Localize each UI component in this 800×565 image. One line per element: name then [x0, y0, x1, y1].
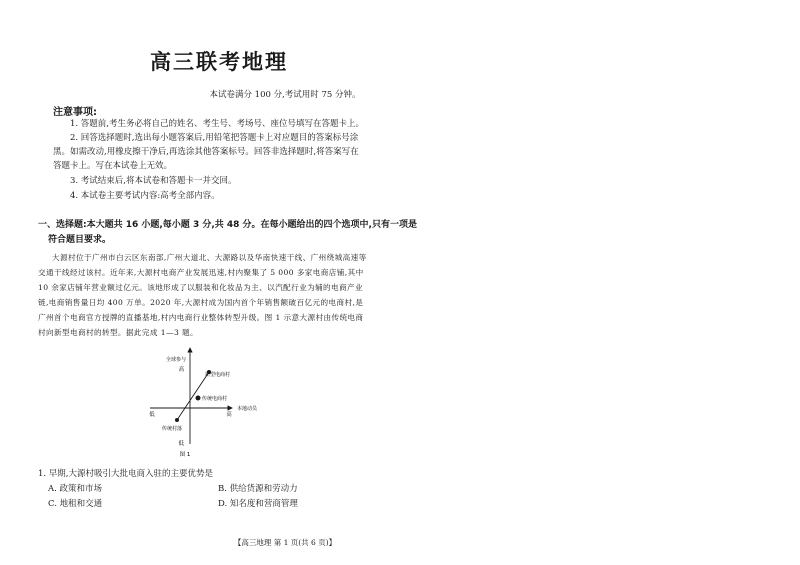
notice-heading: 注意事项: — [53, 107, 97, 118]
point-traditional-ecommerce-village — [196, 396, 201, 401]
passage-line: 交通干线经过该村。近年来,大源村电商产业发展迅速,村内聚集了 5 000 多家电商店铺,其中 — [38, 268, 364, 277]
section-heading: 一、选择题:本大题共 16 小题,每小题 3 分,共 48 分。在每小题给出的四个选项中,只有一项是 — [38, 220, 417, 230]
page-footer: 【高三地理 第 1 页(共 6 页)】 — [233, 538, 337, 547]
option-a: A. 政策和市场 — [48, 484, 103, 494]
option-c: C. 地租和交通 — [48, 499, 103, 509]
figure-1-diagram — [140, 338, 260, 458]
x-low-label: 低 — [149, 412, 155, 418]
passage-line: 10 余家店铺年营业额过亿元。该地形成了以服装和化妆品为主、以汽配行业为辅的电商产业 — [38, 283, 364, 292]
x-axis-label: 本地动员 — [237, 406, 258, 412]
label-new-ecommerce-village: 新型电商村 — [205, 372, 231, 378]
y-axis-label: 全球参与 — [165, 357, 186, 363]
point-traditional-village — [175, 418, 179, 422]
passage-line: 大源村位于广州市白云区东南部,广州大道北、大源路以及华南快速干线、广州绕城高速等 — [52, 253, 367, 262]
page-title: 高三联考地理 — [150, 50, 288, 74]
question-1-stem: 1. 早期,大源村吸引大批电商入驻的主要优势是 — [38, 469, 214, 479]
passage-line: 村向新型电商村的转型。据此完成 1—3 题。 — [38, 328, 198, 337]
label-traditional-village: 传统村落 — [162, 426, 183, 432]
notice-item: 4. 本试卷主要考试内容:高考全部内容。 — [70, 191, 220, 201]
option-d: D. 知名度和营商管理 — [218, 499, 298, 509]
notice-item: 2. 回答选择题时,选出每小题答案后,用铅笔把答题卡上对应题目的答案标号涂 — [70, 133, 359, 143]
y-low-label: 低 — [178, 441, 184, 447]
notice-item: 1. 答题前,考生务必将自己的姓名、考生号、考场号、座位号填写在答题卡上。 — [70, 119, 365, 129]
passage-line: 广州首个电商官方授牌的直播基地,村内电商行业整体转型升级。图 1 示意大源村由传统电商 — [38, 313, 364, 322]
label-traditional-ecommerce-village: 传统电商村 — [202, 396, 228, 402]
option-b: B. 供给货源和劳动力 — [218, 484, 298, 494]
notice-item: 答题卡上。写在本试卷上无效。 — [53, 161, 173, 171]
x-high-label: 高 — [226, 412, 232, 418]
y-high-label: 高 — [178, 367, 184, 373]
exam-info: 本试卷满分 100 分,考试用时 75 分钟。 — [209, 90, 361, 100]
notice-item: 3. 考试结束后,将本试卷和答题卡一并交回。 — [70, 176, 237, 186]
section-heading-cont: 符合题目要求。 — [48, 235, 112, 245]
figure-caption: 图 1 — [179, 452, 191, 458]
notice-item: 黑。如需改动,用橡皮擦干净后,再选涂其他答案标号。回答非选择题时,将答案写在 — [53, 147, 359, 157]
passage-line: 链,电商销售量日均 400 万单。2020 年,大源村成为国内首个年销售额破百亿元的电商村,是 — [38, 298, 364, 307]
